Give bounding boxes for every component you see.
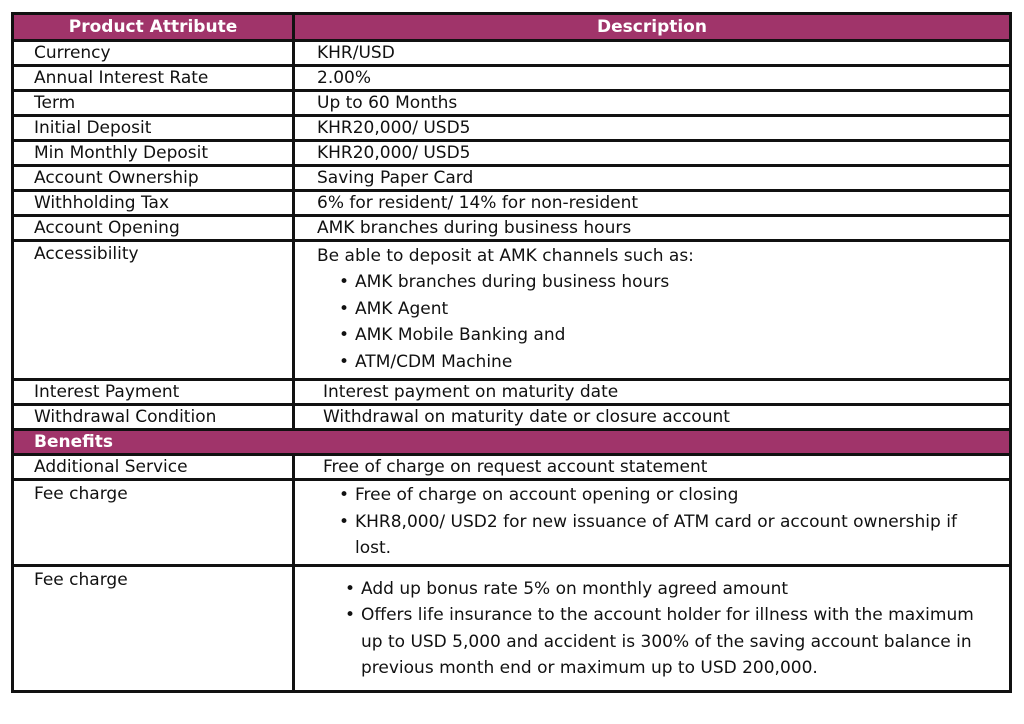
table-row [13, 66, 1011, 91]
list-item: • Add up bonus rate 5% on monthly agreed amount [361, 576, 991, 603]
table-row [13, 455, 1011, 480]
row-value: KHR20,000/ USD5 [294, 141, 1011, 166]
row-value: Saving Paper Card [294, 166, 1011, 191]
row-label: Term [13, 91, 294, 116]
row-label: Fee charge [13, 480, 294, 566]
fee-charge-description [294, 565, 1011, 691]
list-item: • AMK Agent [355, 296, 1009, 323]
fee-charge-row [13, 565, 1011, 691]
row-label: Interest Payment [13, 380, 294, 405]
table-header-row [13, 14, 1011, 41]
product-attribute-table [11, 12, 1012, 693]
row-value: Up to 60 Months [294, 91, 1011, 116]
accessibility-row [13, 241, 1011, 380]
row-label: Withdrawal Condition [13, 405, 294, 430]
table-row [13, 141, 1011, 166]
accessibility-description [294, 241, 1011, 380]
table-row [13, 405, 1011, 430]
list-item: • AMK branches during business hours [355, 269, 1009, 296]
table-row [13, 380, 1011, 405]
table-row [13, 191, 1011, 216]
header-description: Description [294, 14, 1011, 41]
row-label: Account Ownership [13, 166, 294, 191]
row-label: Fee charge [13, 565, 294, 691]
row-label: Annual Interest Rate [13, 66, 294, 91]
row-label: Account Opening [13, 216, 294, 241]
row-label: Withholding Tax [13, 191, 294, 216]
row-value: KHR/USD [294, 41, 1011, 66]
table-row [13, 216, 1011, 241]
row-value: 2.00% [294, 66, 1011, 91]
row-label: Min Monthly Deposit [13, 141, 294, 166]
benefits-header: Benefits [13, 430, 1011, 455]
list-item: • ATM/CDM Machine [355, 349, 1009, 376]
list-item: • Offers life insurance to the account holder for illness with the maximum up to USD 5,000 and accident is 300% of the saving account balance in previous month end or maximum up to USD 200,000. [361, 602, 991, 682]
list-item: • Free of charge on account opening or closing [355, 482, 969, 509]
row-value: Free of charge on request account statement [294, 455, 1011, 480]
table-row [13, 166, 1011, 191]
row-label: Currency [13, 41, 294, 66]
row-value: 6% for resident/ 14% for non-resident [294, 191, 1011, 216]
table-row [13, 116, 1011, 141]
fee-charge-list [317, 482, 969, 562]
row-label: Additional Service [13, 455, 294, 480]
accessibility-list [317, 269, 1009, 375]
list-item: • KHR8,000/ USD2 for new issuance of ATM card or account ownership if lost. [355, 509, 969, 562]
row-value: Interest payment on maturity date [294, 380, 1011, 405]
row-label: Initial Deposit [13, 116, 294, 141]
table-row [13, 91, 1011, 116]
fee-charge-description [294, 480, 1011, 566]
row-value: KHR20,000/ USD5 [294, 116, 1011, 141]
accessibility-lead: Be able to deposit at AMK channels such as: [317, 246, 694, 266]
fee-charge-row [13, 480, 1011, 566]
table-row [13, 41, 1011, 66]
row-label: Accessibility [13, 241, 294, 380]
row-value: Withdrawal on maturity date or closure account [294, 405, 1011, 430]
benefits-section-row [13, 430, 1011, 455]
row-value: AMK branches during business hours [294, 216, 1011, 241]
header-product-attribute: Product Attribute [13, 14, 294, 41]
fee-charge-list [317, 576, 991, 682]
list-item: • AMK Mobile Banking and [355, 322, 1009, 349]
